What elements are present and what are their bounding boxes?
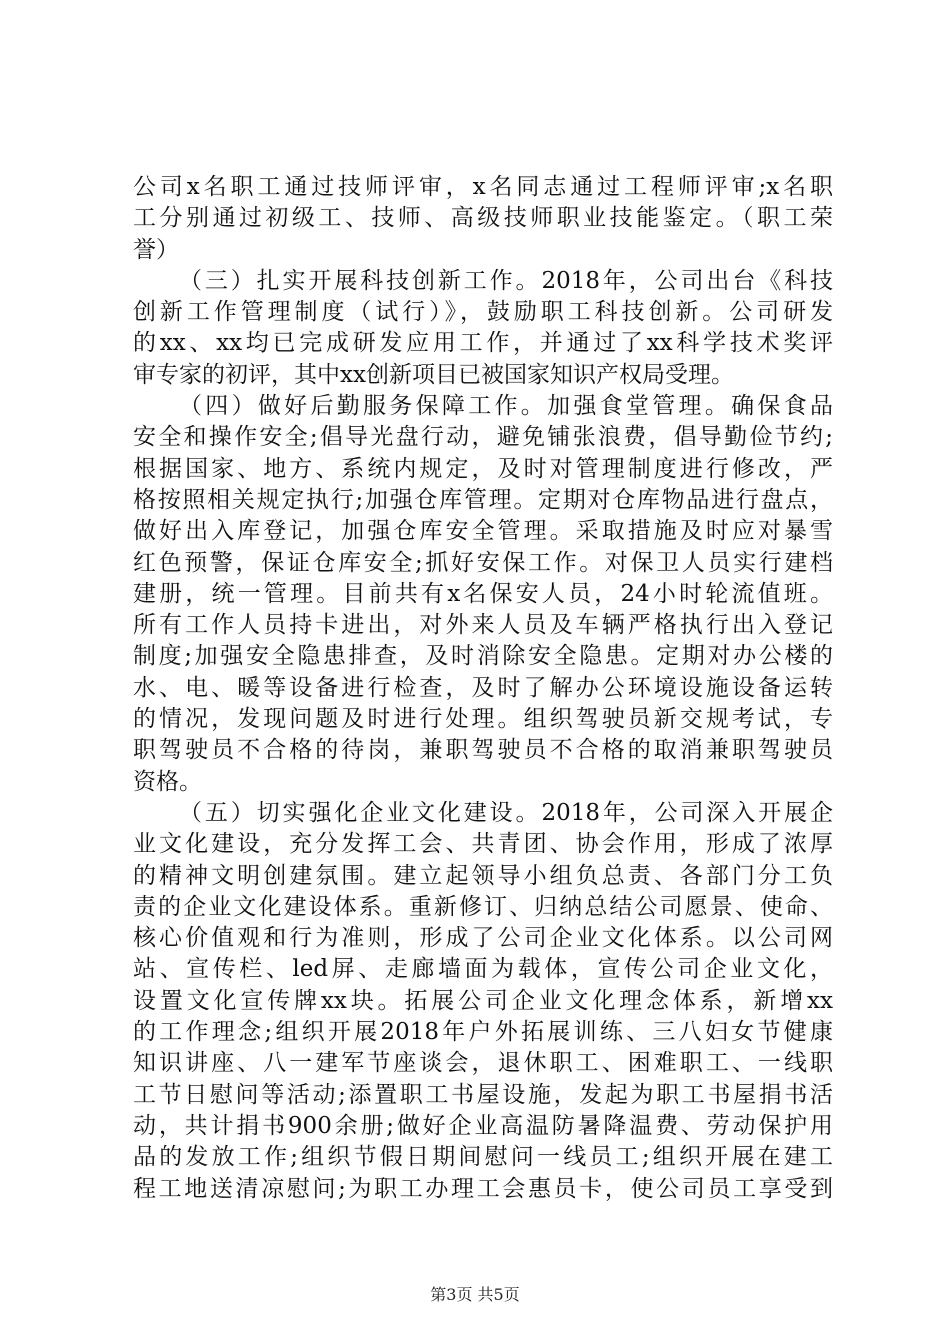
text-line: 业文化建设，充分发挥工会、共青团、协会作用，形成了浓厚 — [133, 831, 833, 858]
text-line: 水、电、暖等设备进行检查，及时了解办公环境设施设备运转 — [133, 674, 833, 701]
text-line: 的xx、xx均已完成研发应用工作，并通过了xx科学技术奖评 — [133, 330, 833, 357]
text-line: 格按照相关规定执行;加强仓库管理。定期对仓库物品进行盘点， — [133, 486, 833, 513]
text-line: 做好出入库登记，加强仓库安全管理。采取措施及时应对暴雪 — [133, 518, 833, 545]
text-line: 安全和操作安全;倡导光盘行动，避免铺张浪费，倡导勤俭节约; — [133, 424, 833, 451]
text-line: 制度;加强安全隐患排查，及时消除安全隐患。定期对办公楼的 — [133, 643, 833, 670]
text-line: （四）做好后勤服务保障工作。加强食堂管理。确保食品 — [179, 393, 833, 420]
text-line: 动，共计捐书900余册;做好企业高温防暑降温费、劳动保护用 — [133, 1112, 833, 1139]
text-line: 站、宣传栏、led屏、走廊墙面为载体，宣传公司企业文化， — [133, 956, 833, 983]
text-line: 职驾驶员不合格的待岗，兼职驾驶员不合格的取消兼职驾驶员 — [133, 737, 833, 764]
text-line: 资格。 — [133, 768, 202, 795]
text-line: 所有工作人员持卡进出，对外来人员及车辆严格执行出入登记 — [133, 612, 833, 639]
text-line: 设置文化宣传牌xx块。拓展公司企业文化理念体系，新增xx — [133, 987, 833, 1014]
text-line: 的情况，发现问题及时进行处理。组织驾驶员新交规考试，专 — [133, 706, 833, 733]
text-line: 根据国家、地方、系统内规定，及时对管理制度进行修改，严 — [133, 455, 833, 482]
text-line: 知识讲座、八一建军节座谈会，退休职工、困难职工、一线职 — [133, 1050, 833, 1077]
text-line: 建册，统一管理。目前共有x名保安人员，24小时轮流值班。 — [133, 580, 833, 607]
text-line: 程工地送清凉慰问;为职工办理工会惠员卡，使公司员工享受到 — [133, 1175, 833, 1202]
text-line: 品的发放工作;组织节假日期间慰问一线员工;组织开展在建工 — [133, 1144, 833, 1171]
text-line: （三）扎实开展科技创新工作。2018年，公司出台《科技 — [179, 267, 833, 294]
text-line: 誉） — [133, 236, 179, 263]
document-body — [133, 172, 833, 1205]
text-line: （五）切实强化企业文化建设。2018年，公司深入开展企 — [179, 799, 833, 826]
text-line: 责的企业文化建设体系。重新修订、归纳总结公司愿景、使命、 — [133, 893, 833, 920]
text-line: 的工作理念;组织开展2018年户外拓展训练、三八妇女节健康 — [133, 1019, 833, 1046]
text-line: 核心价值观和行为准则，形成了公司企业文化体系。以公司网 — [133, 925, 833, 952]
text-line: 的精神文明创建氛围。建立起领导小组负总责、各部门分工负 — [133, 862, 833, 889]
text-line: 审专家的初评，其中xx创新项目已被国家知识产权局受理。 — [133, 361, 734, 388]
text-line: 红色预警，保证仓库安全;抓好安保工作。对保卫人员实行建档 — [133, 549, 833, 576]
text-line: 工节日慰问等活动;添置职工书屋设施，发起为职工书屋捐书活 — [133, 1081, 833, 1108]
text-line: 工分别通过初级工、技师、高级技师职业技能鉴定。（职工荣 — [133, 205, 833, 232]
text-line: 创新工作管理制度（试行）》，鼓励职工科技创新。公司研发 — [133, 299, 833, 326]
page-footer: 第3页 共5页 — [430, 1285, 520, 1304]
text-line: 公司x名职工通过技师评审，x名同志通过工程师评审;x名职 — [133, 174, 833, 200]
